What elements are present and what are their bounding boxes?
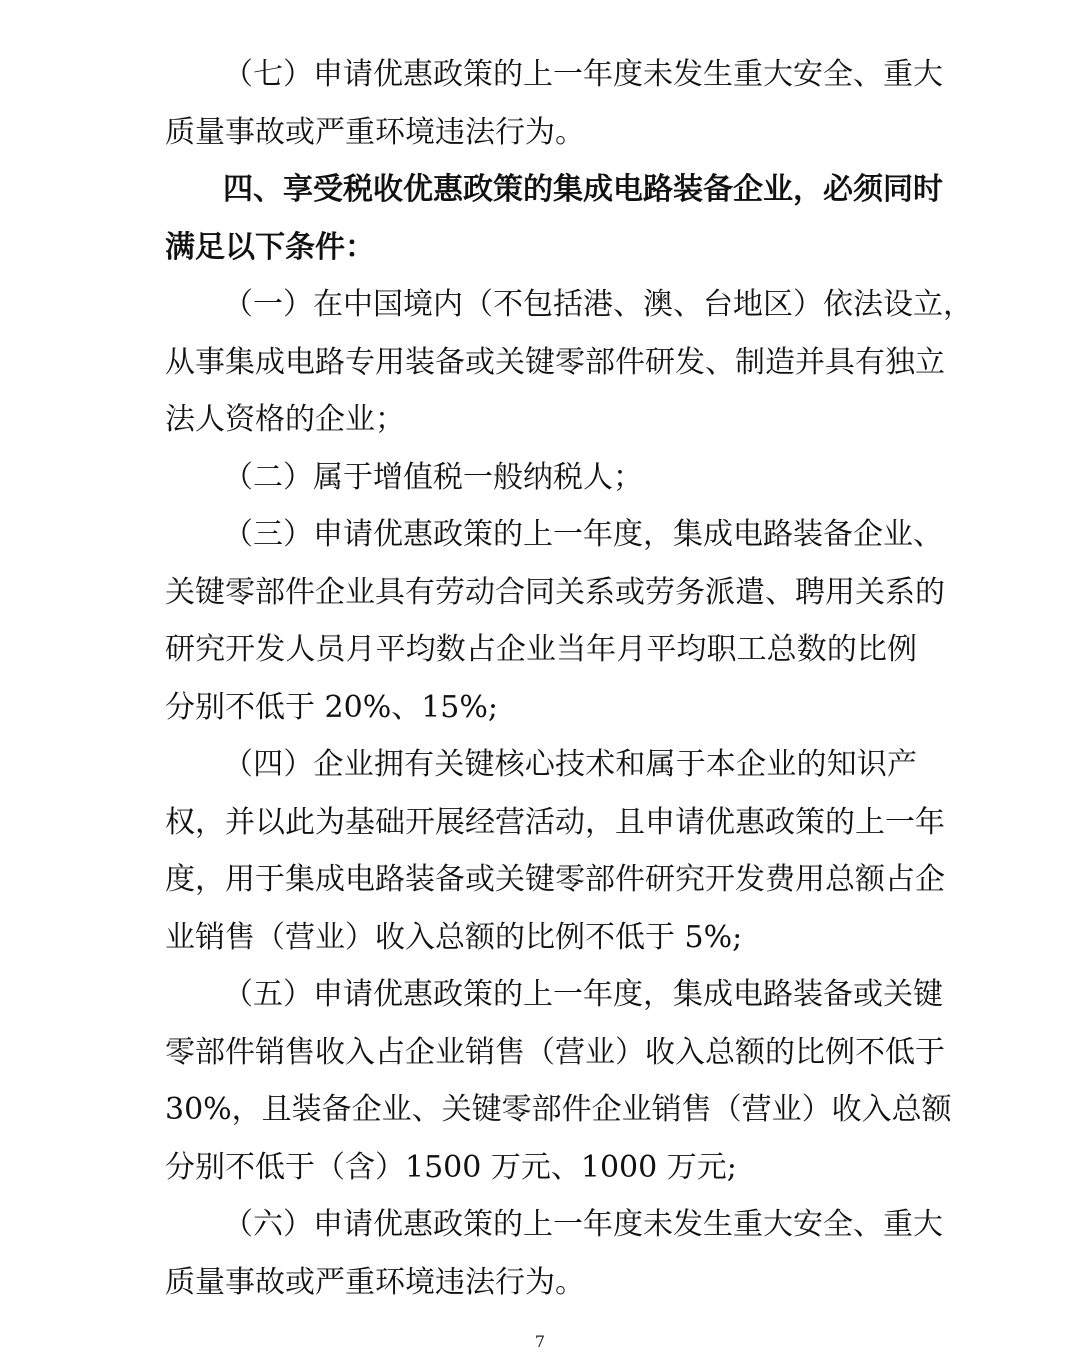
list-item-paragraph [165,506,945,736]
text-line: 关键零部件企业具有劳动合同关系或劳务派遣、聘用关系的 [165,574,945,610]
text-line: 研究开发人员月平均数占企业当年月平均职工总数的比例 [165,632,917,667]
text-line: 质量事故或严重环境违法行为。 [165,114,585,150]
text-line: 质量事故或严重环境违法行为。 [165,1264,585,1300]
text-line: （六）申请优惠政策的上一年度未发生重大安全、重大 [223,1207,943,1242]
text-line: （七）申请优惠政策的上一年度未发生重大安全、重大 [223,57,943,92]
list-item-paragraph [165,1196,943,1311]
text-line: 分别不低于（含）1500 万元、1000 万元; [165,1149,737,1185]
text-line: （三）申请优惠政策的上一年度，集成电路装备企业、 [223,517,943,552]
text-line: （四）企业拥有关键核心技术和属于本企业的知识产 [223,747,917,782]
text-line: 法人资格的企业； [165,402,405,437]
text-line: 业销售（营业）收入总额的比例不低于 5%; [165,919,743,955]
text-line: 30%，且装备企业、关键零部件企业销售（营业）收入总额 [165,1092,952,1127]
text-line: （五）申请优惠政策的上一年度，集成电路装备或关键 [223,977,943,1012]
text-line: 从事集成电路专用装备或关键零部件研发、制造并具有独立 [165,344,945,380]
text-line: 权，并以此为基础开展经营活动，且申请优惠政策的上一年 [165,804,945,840]
section-heading [165,161,943,276]
list-item-paragraph [165,966,952,1196]
text-line: 零部件销售收入占企业销售（营业）收入总额的比例不低于 [165,1034,945,1070]
list-item-paragraph [165,276,973,449]
document-body [165,46,973,1311]
list-item-paragraph [165,46,943,161]
list-item-paragraph [165,736,945,966]
text-line: 度，用于集成电路装备或关键零部件研究开发费用总额占企 [165,862,945,897]
list-item-paragraph [165,449,917,507]
text-line: 满足以下条件： [165,229,375,265]
text-line: （一）在中国境内（不包括港、澳、台地区）依法设立， [223,287,973,322]
page-number: 7 [534,1332,546,1351]
text-line: 四、享受税收优惠政策的集成电路装备企业，必须同时 [223,172,943,207]
text-line: （二）属于增值税一般纳税人； [223,459,643,495]
text-line: 分别不低于 20%、15%; [165,689,499,725]
